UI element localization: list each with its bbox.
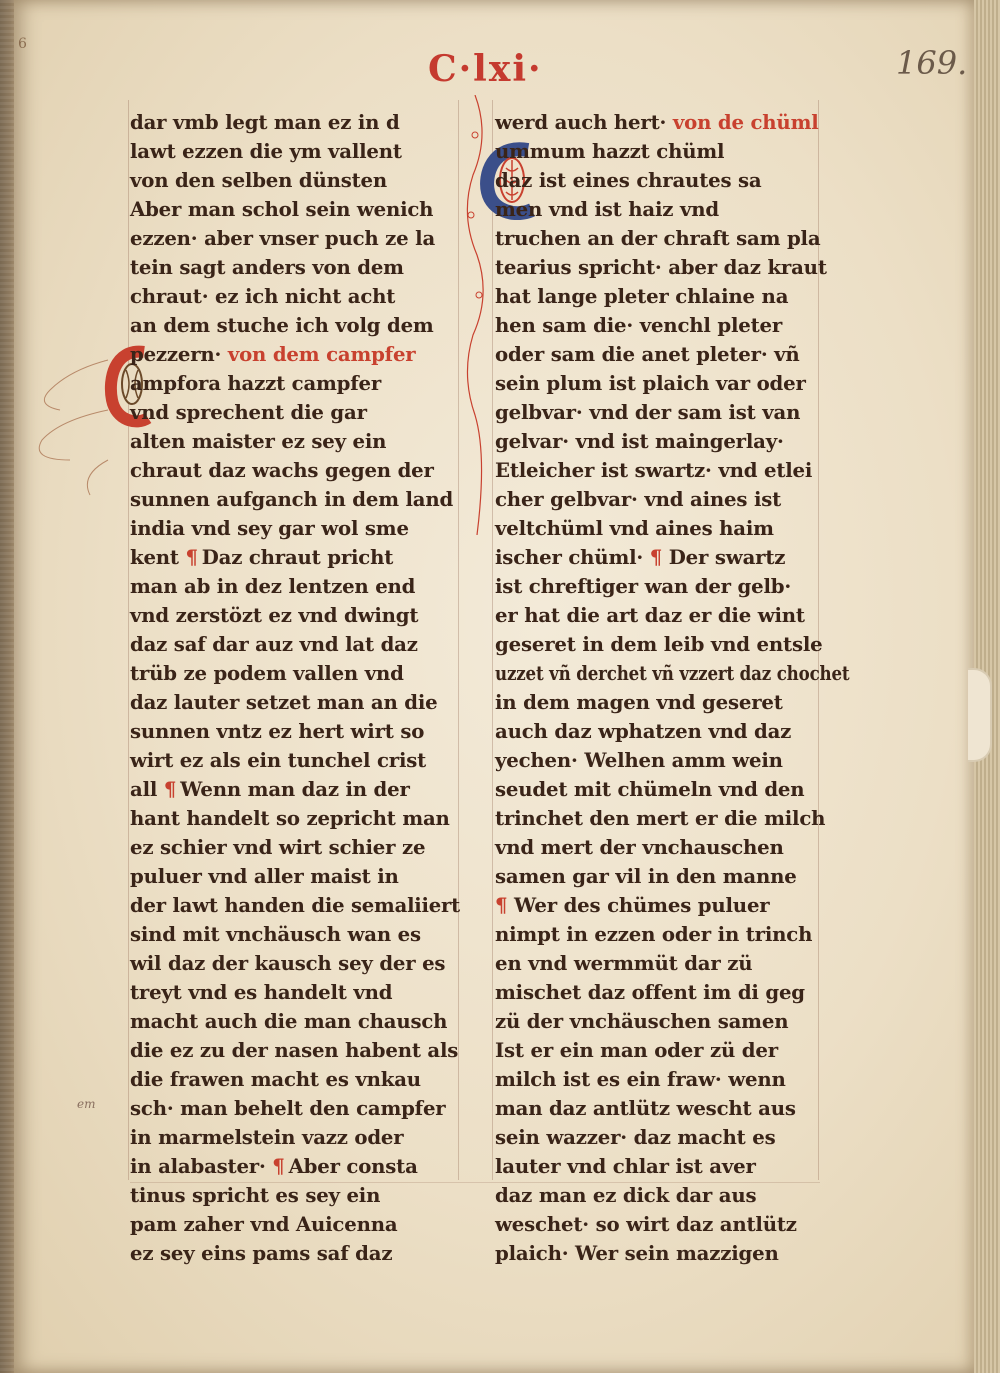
text-line	[130, 427, 460, 456]
line-text: Daz chraut pricht	[201, 545, 394, 569]
text-line	[130, 282, 460, 311]
line-text: daz saf dar auz vnd lat daz	[130, 632, 418, 656]
line-text: men vnd ist haiz vnd	[495, 197, 719, 221]
line-text: plaich· Wer sein mazzigen	[495, 1241, 779, 1265]
line-text: cher gelbvar· vnd aines ist	[495, 487, 782, 511]
line-text: macht auch die man chausch	[130, 1009, 448, 1033]
line-text: vnd mert der vnchauschen	[495, 835, 784, 859]
line-text: Aber consta	[288, 1154, 418, 1178]
line-text: in alabaster·	[130, 1154, 273, 1178]
text-line	[130, 891, 461, 920]
line-text: uzzet vñ derchet vñ vzzert daz chochet	[495, 661, 850, 685]
text-line	[130, 398, 460, 427]
text-line	[130, 1181, 460, 1210]
text-line	[495, 514, 850, 543]
line-text: an dem stuche ich volg dem	[130, 313, 434, 337]
line-text: hant handelt so zepricht man	[130, 806, 450, 830]
line-text: lauter vnd chlar ist aver	[495, 1154, 756, 1178]
line-text: milch ist es ein fraw· wenn	[495, 1067, 786, 1091]
text-line	[130, 137, 460, 166]
text-line	[130, 195, 460, 224]
text-line	[130, 920, 460, 949]
line-text: Ist er ein man oder zü der	[495, 1038, 778, 1062]
text-line	[495, 1036, 850, 1065]
line-text: veltchüml vnd aines haim	[495, 516, 774, 540]
text-line	[130, 108, 460, 137]
line-text: sein plum ist plaich var oder	[495, 371, 806, 395]
text-line	[130, 1007, 460, 1036]
line-text: tein sagt anders von dem	[130, 255, 404, 279]
line-text: pam zaher vnd Auicenna	[130, 1212, 398, 1236]
text-line	[495, 369, 850, 398]
text-line	[495, 1181, 850, 1210]
text-line	[130, 659, 460, 688]
text-line	[130, 543, 460, 572]
text-line	[130, 630, 460, 659]
line-text: der lawt handen die semaliiert	[130, 893, 461, 917]
ruling-line	[128, 100, 129, 1180]
text-line	[495, 833, 850, 862]
text-line	[495, 949, 850, 978]
line-text: trinchet den mert er die milch	[495, 806, 826, 830]
line-text: wil daz der kausch sey der es	[130, 951, 446, 975]
rubric-text: ¶	[649, 545, 669, 569]
line-text: seudet mit chümeln vnd den	[495, 777, 805, 801]
line-text: chraut daz wachs gegen der	[130, 458, 434, 482]
rubric-text: ¶	[495, 893, 515, 917]
text-line	[130, 514, 460, 543]
text-line	[130, 688, 460, 717]
text-line	[130, 746, 460, 775]
text-line	[495, 688, 850, 717]
line-text: hen sam die· venchl pleter	[495, 313, 783, 337]
line-text: daz man ez dick dar aus	[495, 1183, 757, 1207]
rubric-text: von de chüml	[672, 110, 819, 134]
line-text: en vnd wermmüt dar zü	[495, 951, 753, 975]
text-line	[495, 137, 850, 166]
line-text: daz ist eines chrautes sa	[495, 168, 762, 192]
line-text: sunnen vntz ez hert wirt so	[130, 719, 425, 743]
paragraph-mark: ¶	[163, 777, 177, 801]
line-text: sein wazzer· daz macht es	[495, 1125, 776, 1149]
line-text: wirt ez als ein tunchel crist	[130, 748, 427, 772]
line-text: geseret in dem leib vnd entsle	[495, 632, 823, 656]
text-line	[130, 804, 460, 833]
text-line	[495, 775, 850, 804]
line-text: ez schier vnd wirt schier ze	[130, 835, 426, 859]
text-line	[495, 630, 850, 659]
text-line	[130, 340, 460, 369]
line-text: ampfora hazzt campfer	[130, 371, 382, 395]
text-line	[130, 862, 460, 891]
line-text: die frawen macht es vnkau	[130, 1067, 421, 1091]
line-text: sunnen aufganch in dem land	[130, 487, 454, 511]
text-line	[495, 717, 850, 746]
line-text: tinus spricht es sey ein	[130, 1183, 381, 1207]
chapter-heading: C·lxi·	[428, 48, 543, 90]
text-line	[495, 195, 850, 224]
line-text: von den selben dünsten	[130, 168, 387, 192]
line-text: ez sey eins pams saf daz	[130, 1241, 393, 1265]
text-line	[495, 456, 850, 485]
text-line	[495, 282, 850, 311]
penwork-flourish	[30, 350, 110, 500]
line-text: Wenn man daz in der	[180, 777, 410, 801]
line-text: gelvar· vnd ist maingerlay·	[495, 429, 784, 453]
line-text: zü der vnchäuschen samen	[495, 1009, 789, 1033]
text-line	[495, 572, 850, 601]
line-text: werd auch hert·	[495, 110, 673, 134]
line-text: kent	[130, 545, 186, 569]
line-text: mischet daz offent im di geg	[495, 980, 805, 1004]
margin-annotation: em	[77, 1097, 96, 1111]
text-line	[130, 224, 460, 253]
text-column-right	[495, 108, 855, 1268]
line-text: auch daz wphatzen vnd daz	[495, 719, 792, 743]
text-line	[130, 572, 460, 601]
text-line	[130, 717, 460, 746]
line-text: Der swartz	[668, 545, 786, 569]
text-line	[495, 543, 850, 572]
line-text: ummum hazzt chüml	[495, 139, 725, 163]
text-line	[130, 775, 460, 804]
text-line	[495, 978, 850, 1007]
line-text: yechen· Welhen amm wein	[495, 748, 783, 772]
text-line	[495, 485, 850, 514]
text-line	[130, 1065, 460, 1094]
line-text: treyt vnd es handelt vnd	[130, 980, 393, 1004]
line-text: ezzen· aber vnser puch ze la	[130, 226, 436, 250]
line-text: Wer des chümes puluer	[514, 893, 770, 917]
line-text: trüb ze podem vallen vnd	[130, 661, 404, 685]
text-line	[495, 166, 850, 195]
line-text: samen gar vil in den manne	[495, 864, 797, 888]
line-text: truchen an der chraft sam pla	[495, 226, 821, 250]
line-text: chraut· ez ich nicht acht	[130, 284, 396, 308]
text-line	[495, 1094, 850, 1123]
text-line	[495, 746, 850, 775]
line-text: sind mit vnchäusch wan es	[130, 922, 421, 946]
line-text: ischer chüml·	[495, 545, 650, 569]
text-line	[130, 456, 460, 485]
line-text: pezzern·	[130, 342, 228, 366]
line-text: in marmelstein vazz oder	[130, 1125, 404, 1149]
line-text: er hat die art daz er die wint	[495, 603, 805, 627]
line-text: oder sam die anet pleter· vñ	[495, 342, 800, 366]
text-line	[130, 1036, 460, 1065]
line-text: man daz antlütz wescht aus	[495, 1096, 796, 1120]
line-text: all	[130, 777, 164, 801]
text-line	[495, 340, 850, 369]
line-text: weschet· so wirt daz antlütz	[495, 1212, 797, 1236]
text-line	[495, 253, 850, 282]
page-tab	[968, 668, 992, 762]
line-text: in dem magen vnd geseret	[495, 690, 783, 714]
text-line	[130, 1239, 460, 1268]
text-line	[495, 1007, 850, 1036]
rubric-text: von dem campfer	[227, 342, 416, 366]
text-line	[130, 369, 460, 398]
line-text: lawt ezzen die ym vallent	[130, 139, 402, 163]
text-line	[130, 833, 460, 862]
text-line	[130, 978, 460, 1007]
line-text: Aber man schol sein wenich	[130, 197, 434, 221]
text-line	[495, 108, 850, 137]
text-line	[130, 253, 460, 282]
paragraph-mark: ¶	[185, 545, 198, 569]
text-line	[495, 1210, 850, 1239]
text-line	[495, 601, 850, 630]
text-line	[130, 485, 460, 514]
text-line	[130, 601, 460, 630]
folio-number: 169.	[896, 44, 968, 82]
line-text: daz lauter setzet man an die	[130, 690, 438, 714]
text-line	[130, 166, 460, 195]
text-line	[130, 1152, 460, 1181]
text-line	[130, 1123, 460, 1152]
line-text: sch· man behelt den campfer	[130, 1096, 446, 1120]
text-line	[495, 1065, 850, 1094]
text-line	[495, 427, 850, 456]
line-text: die ez zu der nasen habent als	[130, 1038, 459, 1062]
text-line	[495, 862, 850, 891]
line-text: hat lange pleter chlaine na	[495, 284, 789, 308]
text-column-left	[130, 108, 465, 1268]
text-line	[495, 659, 850, 688]
line-text: dar vmb legt man ez in d	[130, 110, 400, 134]
text-line	[130, 949, 460, 978]
line-text: alten maister ez sey ein	[130, 429, 387, 453]
text-line	[495, 1152, 850, 1181]
text-line	[495, 1123, 850, 1152]
text-line	[495, 920, 850, 949]
text-line	[130, 311, 460, 340]
text-line	[495, 224, 850, 253]
text-line	[495, 311, 850, 340]
text-line	[495, 1239, 850, 1268]
text-line	[130, 1094, 460, 1123]
text-line	[495, 398, 850, 427]
line-text: vnd sprechent die gar	[130, 400, 367, 424]
line-text: nimpt in ezzen oder in trinch	[495, 922, 813, 946]
line-text: india vnd sey gar wol sme	[130, 516, 409, 540]
line-text: vnd zerstözt ez vnd dwingt	[130, 603, 419, 627]
line-text: ist chreftiger wan der gelb·	[495, 574, 792, 598]
line-text: Etleicher ist swartz· vnd etlei	[495, 458, 813, 482]
line-text: man ab in dez lentzen end	[130, 574, 416, 598]
corner-note: 6	[18, 36, 27, 52]
text-line	[495, 891, 850, 920]
text-line	[495, 804, 850, 833]
line-text: tearius spricht· aber daz kraut	[495, 255, 827, 279]
text-line	[130, 1210, 460, 1239]
line-text: gelbvar· vnd der sam ist van	[495, 400, 801, 424]
paragraph-mark: ¶	[272, 1154, 285, 1178]
line-text: puluer vnd aller maist in	[130, 864, 399, 888]
